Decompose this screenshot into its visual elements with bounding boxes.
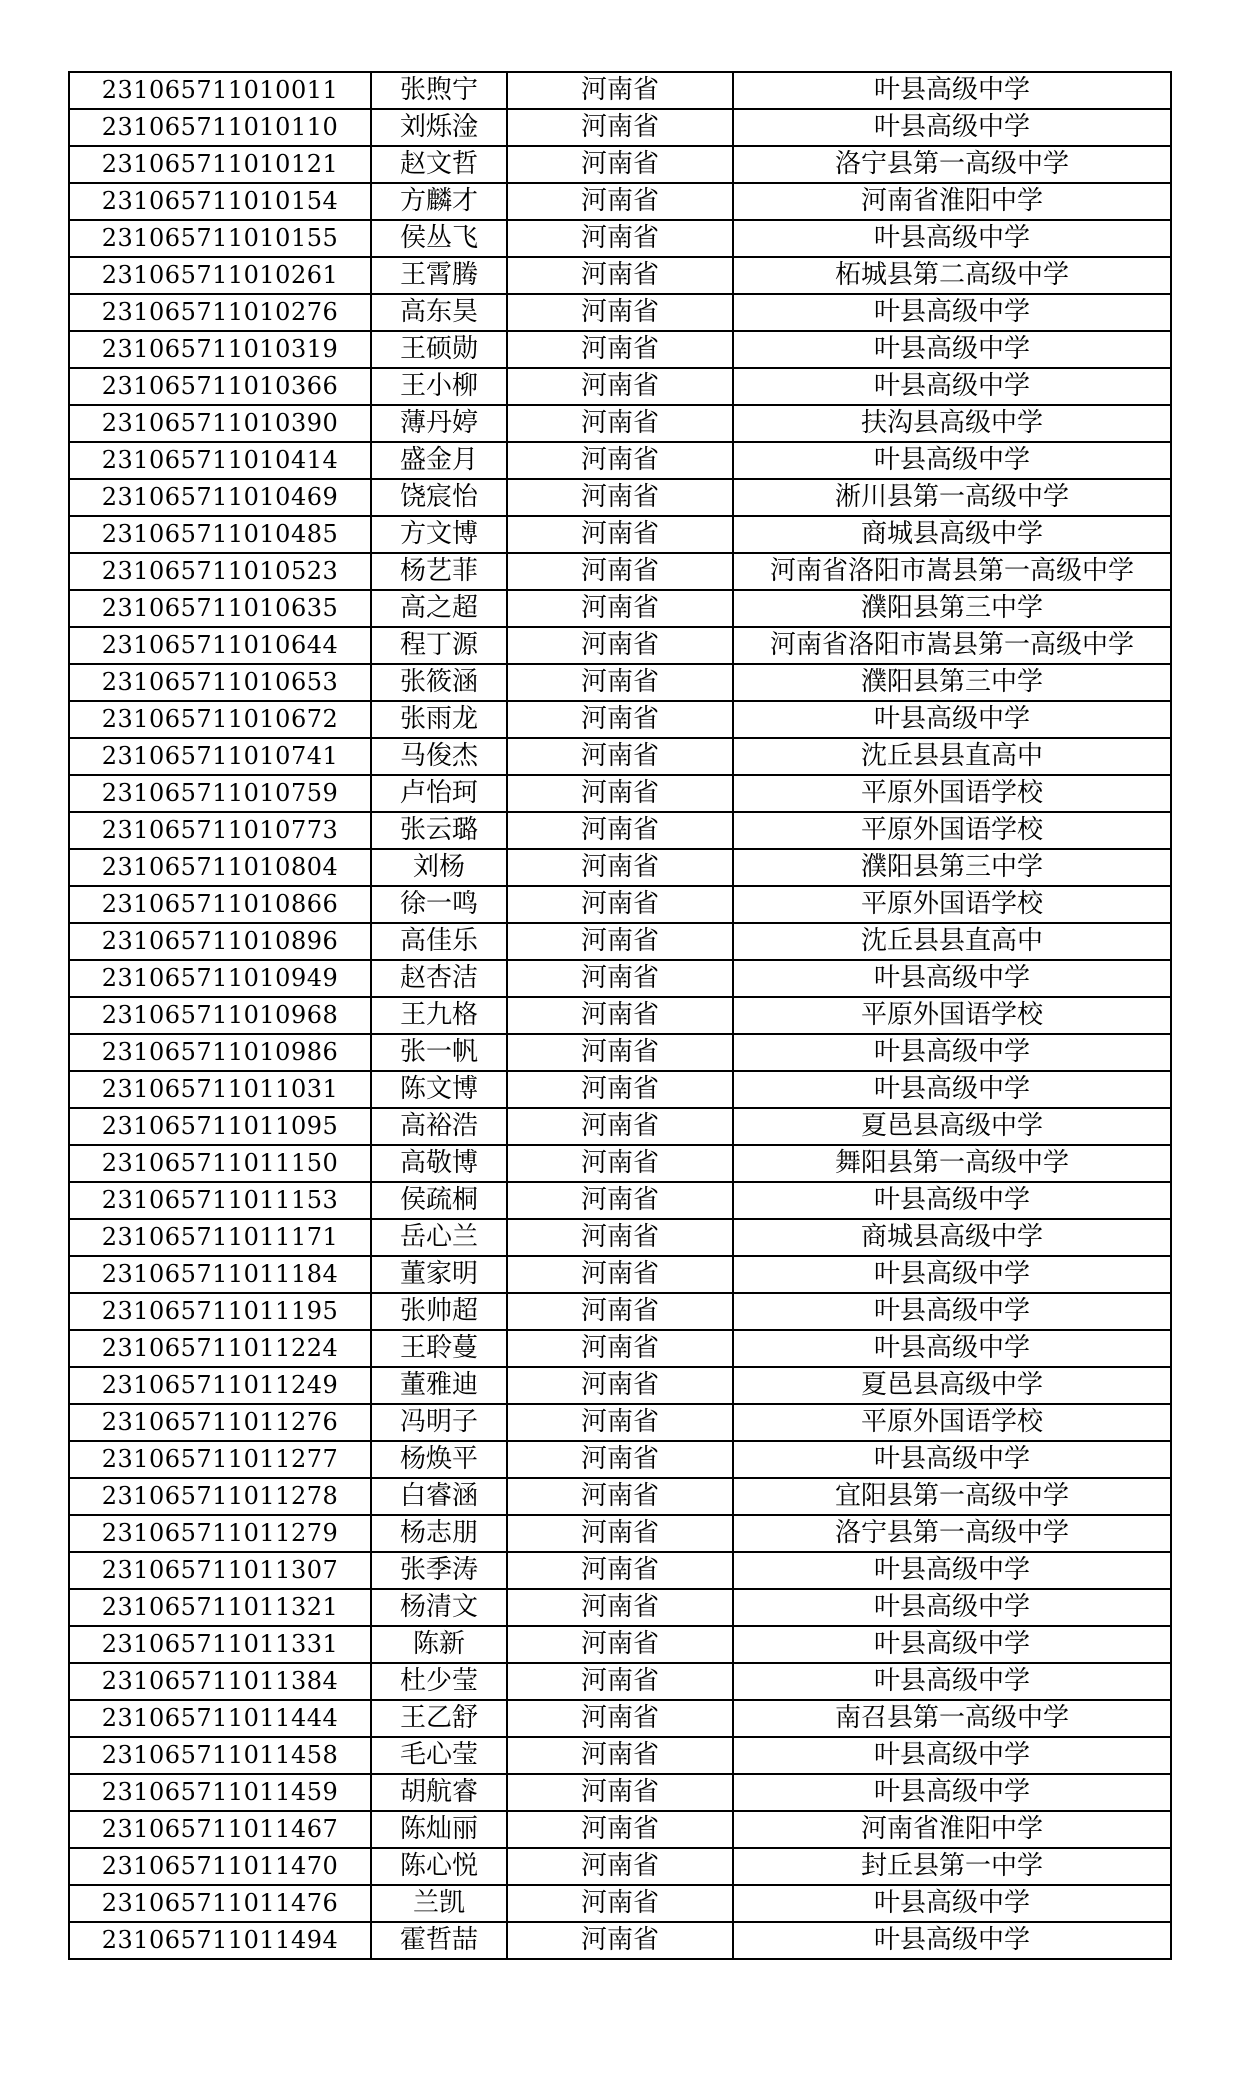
school-cell: 叶县高级中学 [733,1256,1171,1293]
table-row [69,1478,1171,1515]
table-row [69,1182,1171,1219]
table-row [69,1811,1171,1848]
name-cell: 杨艺菲 [371,553,507,590]
candidate-id-cell: 231065711011150 [69,1145,371,1182]
candidate-id-cell: 231065711011459 [69,1774,371,1811]
school-cell: 平原外国语学校 [733,886,1171,923]
name-cell: 侯疏桐 [371,1182,507,1219]
candidate-id-cell: 231065711011277 [69,1441,371,1478]
candidate-id-cell: 231065711010773 [69,812,371,849]
school-cell: 河南省洛阳市嵩县第一高级中学 [733,553,1171,590]
school-cell: 叶县高级中学 [733,1737,1171,1774]
table-row [69,1145,1171,1182]
candidate-id-cell: 231065711011321 [69,1589,371,1626]
school-cell: 叶县高级中学 [733,72,1171,109]
province-cell: 河南省 [507,1108,733,1145]
name-cell: 杨志朋 [371,1515,507,1552]
name-cell: 张季涛 [371,1552,507,1589]
name-cell: 赵文哲 [371,146,507,183]
table-row [69,775,1171,812]
name-cell: 王硕勋 [371,331,507,368]
name-cell: 王小柳 [371,368,507,405]
name-cell: 方文博 [371,516,507,553]
candidate-id-cell: 231065711011331 [69,1626,371,1663]
candidate-id-cell: 231065711011184 [69,1256,371,1293]
school-cell: 叶县高级中学 [733,1441,1171,1478]
province-cell: 河南省 [507,257,733,294]
candidate-id-cell: 231065711010261 [69,257,371,294]
province-cell: 河南省 [507,664,733,701]
table-row [69,1367,1171,1404]
candidate-id-cell: 231065711010154 [69,183,371,220]
school-cell: 叶县高级中学 [733,294,1171,331]
province-cell: 河南省 [507,1182,733,1219]
candidate-id-cell: 231065711010390 [69,405,371,442]
table-row [69,886,1171,923]
candidate-id-cell: 231065711010896 [69,923,371,960]
province-cell: 河南省 [507,1034,733,1071]
school-cell: 叶县高级中学 [733,1589,1171,1626]
school-cell: 柘城县第二高级中学 [733,257,1171,294]
candidate-id-cell: 231065711010968 [69,997,371,1034]
name-cell: 薄丹婷 [371,405,507,442]
table-row [69,183,1171,220]
candidate-id-cell: 231065711010485 [69,516,371,553]
province-cell: 河南省 [507,516,733,553]
name-cell: 兰凯 [371,1885,507,1922]
school-cell: 宜阳县第一高级中学 [733,1478,1171,1515]
province-cell: 河南省 [507,1478,733,1515]
school-cell: 平原外国语学校 [733,997,1171,1034]
table-row [69,1293,1171,1330]
name-cell: 杨焕平 [371,1441,507,1478]
province-cell: 河南省 [507,109,733,146]
table-row [69,1256,1171,1293]
province-cell: 河南省 [507,479,733,516]
province-cell: 河南省 [507,405,733,442]
candidate-id-cell: 231065711010469 [69,479,371,516]
table-row [69,1626,1171,1663]
candidate-id-cell: 231065711011171 [69,1219,371,1256]
school-cell: 濮阳县第三中学 [733,664,1171,701]
table-row [69,1108,1171,1145]
province-cell: 河南省 [507,1441,733,1478]
candidate-id-cell: 231065711011153 [69,1182,371,1219]
name-cell: 张煦宁 [371,72,507,109]
table-row [69,1589,1171,1626]
school-cell: 扶沟县高级中学 [733,405,1171,442]
province-cell: 河南省 [507,701,733,738]
table-row [69,1034,1171,1071]
table-row [69,1071,1171,1108]
candidate-id-cell: 231065711011249 [69,1367,371,1404]
table-row [69,553,1171,590]
table-row [69,701,1171,738]
province-cell: 河南省 [507,812,733,849]
table-row [69,812,1171,849]
candidate-id-cell: 231065711010011 [69,72,371,109]
school-cell: 叶县高级中学 [733,1293,1171,1330]
province-cell: 河南省 [507,923,733,960]
table-row [69,294,1171,331]
candidate-id-cell: 231065711011031 [69,1071,371,1108]
name-cell: 杨清文 [371,1589,507,1626]
school-cell: 夏邑县高级中学 [733,1367,1171,1404]
candidate-id-cell: 231065711011384 [69,1663,371,1700]
province-cell: 河南省 [507,183,733,220]
table-row [69,1219,1171,1256]
table-row [69,1737,1171,1774]
province-cell: 河南省 [507,220,733,257]
name-cell: 侯丛飞 [371,220,507,257]
province-cell: 河南省 [507,960,733,997]
school-cell: 南召县第一高级中学 [733,1700,1171,1737]
name-cell: 张筱涵 [371,664,507,701]
school-cell: 河南省淮阳中学 [733,1811,1171,1848]
province-cell: 河南省 [507,1774,733,1811]
name-cell: 陈新 [371,1626,507,1663]
candidate-id-cell: 231065711011307 [69,1552,371,1589]
candidate-id-cell: 231065711010804 [69,849,371,886]
school-cell: 叶县高级中学 [733,1774,1171,1811]
school-cell: 叶县高级中学 [733,1922,1171,1959]
province-cell: 河南省 [507,1219,733,1256]
table-row [69,146,1171,183]
roster-table-body [69,72,1171,1959]
name-cell: 高裕浩 [371,1108,507,1145]
table-row [69,738,1171,775]
table-row [69,1922,1171,1959]
province-cell: 河南省 [507,590,733,627]
candidate-id-cell: 231065711010319 [69,331,371,368]
school-cell: 叶县高级中学 [733,1885,1171,1922]
name-cell: 王九格 [371,997,507,1034]
province-cell: 河南省 [507,442,733,479]
school-cell: 商城县高级中学 [733,1219,1171,1256]
name-cell: 方麟才 [371,183,507,220]
name-cell: 刘烁淦 [371,109,507,146]
name-cell: 白睿涵 [371,1478,507,1515]
province-cell: 河南省 [507,1737,733,1774]
candidate-id-cell: 231065711010866 [69,886,371,923]
name-cell: 盛金月 [371,442,507,479]
table-row [69,368,1171,405]
name-cell: 饶宸怡 [371,479,507,516]
candidate-id-cell: 231065711010155 [69,220,371,257]
name-cell: 程丁源 [371,627,507,664]
candidate-id-cell: 231065711011494 [69,1922,371,1959]
school-cell: 商城县高级中学 [733,516,1171,553]
school-cell: 叶县高级中学 [733,1034,1171,1071]
school-cell: 濮阳县第三中学 [733,590,1171,627]
table-row [69,923,1171,960]
province-cell: 河南省 [507,1848,733,1885]
province-cell: 河南省 [507,294,733,331]
table-row [69,664,1171,701]
table-row [69,109,1171,146]
candidate-id-cell: 231065711010759 [69,775,371,812]
school-cell: 叶县高级中学 [733,701,1171,738]
province-cell: 河南省 [507,1663,733,1700]
name-cell: 岳心兰 [371,1219,507,1256]
school-cell: 沈丘县县直高中 [733,738,1171,775]
province-cell: 河南省 [507,1404,733,1441]
name-cell: 董雅迪 [371,1367,507,1404]
name-cell: 高之超 [371,590,507,627]
school-cell: 叶县高级中学 [733,109,1171,146]
candidate-id-cell: 231065711010653 [69,664,371,701]
table-row [69,997,1171,1034]
table-row [69,1515,1171,1552]
table-row [69,960,1171,997]
candidate-id-cell: 231065711010644 [69,627,371,664]
candidate-id-cell: 231065711010635 [69,590,371,627]
candidate-id-cell: 231065711011458 [69,1737,371,1774]
name-cell: 高敬博 [371,1145,507,1182]
province-cell: 河南省 [507,775,733,812]
province-cell: 河南省 [507,1145,733,1182]
school-cell: 河南省淮阳中学 [733,183,1171,220]
province-cell: 河南省 [507,72,733,109]
school-cell: 叶县高级中学 [733,1663,1171,1700]
school-cell: 洛宁县第一高级中学 [733,146,1171,183]
name-cell: 王聆蔓 [371,1330,507,1367]
province-cell: 河南省 [507,1256,733,1293]
school-cell: 叶县高级中学 [733,1552,1171,1589]
name-cell: 陈文博 [371,1071,507,1108]
school-cell: 平原外国语学校 [733,775,1171,812]
province-cell: 河南省 [507,1811,733,1848]
school-cell: 河南省洛阳市嵩县第一高级中学 [733,627,1171,664]
province-cell: 河南省 [507,738,733,775]
candidate-id-cell: 231065711011195 [69,1293,371,1330]
name-cell: 高东昊 [371,294,507,331]
candidate-id-cell: 231065711010986 [69,1034,371,1071]
candidate-id-cell: 231065711011278 [69,1478,371,1515]
candidate-id-cell: 231065711010741 [69,738,371,775]
province-cell: 河南省 [507,886,733,923]
table-row [69,1885,1171,1922]
table-row [69,1330,1171,1367]
candidate-id-cell: 231065711011470 [69,1848,371,1885]
table-row [69,72,1171,109]
candidate-id-cell: 231065711011444 [69,1700,371,1737]
province-cell: 河南省 [507,1330,733,1367]
school-cell: 夏邑县高级中学 [733,1108,1171,1145]
candidate-id-cell: 231065711010949 [69,960,371,997]
table-row [69,405,1171,442]
candidate-id-cell: 231065711010121 [69,146,371,183]
candidate-id-cell: 231065711010523 [69,553,371,590]
province-cell: 河南省 [507,627,733,664]
province-cell: 河南省 [507,1552,733,1589]
school-cell: 叶县高级中学 [733,1182,1171,1219]
school-cell: 叶县高级中学 [733,220,1171,257]
table-row [69,1700,1171,1737]
name-cell: 陈灿丽 [371,1811,507,1848]
candidate-id-cell: 231065711011467 [69,1811,371,1848]
name-cell: 张一帆 [371,1034,507,1071]
province-cell: 河南省 [507,1367,733,1404]
table-row [69,220,1171,257]
table-row [69,1663,1171,1700]
name-cell: 董家明 [371,1256,507,1293]
candidate-id-cell: 231065711011095 [69,1108,371,1145]
school-cell: 叶县高级中学 [733,442,1171,479]
name-cell: 杜少莹 [371,1663,507,1700]
province-cell: 河南省 [507,1922,733,1959]
roster-table [68,71,1172,1960]
candidate-id-cell: 231065711011279 [69,1515,371,1552]
table-row [69,627,1171,664]
school-cell: 叶县高级中学 [733,368,1171,405]
province-cell: 河南省 [507,146,733,183]
name-cell: 徐一鸣 [371,886,507,923]
candidate-id-cell: 231065711010414 [69,442,371,479]
candidate-id-cell: 231065711011224 [69,1330,371,1367]
province-cell: 河南省 [507,1700,733,1737]
province-cell: 河南省 [507,553,733,590]
name-cell: 毛心莹 [371,1737,507,1774]
province-cell: 河南省 [507,1589,733,1626]
table-row [69,331,1171,368]
name-cell: 赵杏洁 [371,960,507,997]
province-cell: 河南省 [507,1071,733,1108]
table-row [69,1441,1171,1478]
province-cell: 河南省 [507,331,733,368]
candidate-id-cell: 231065711010276 [69,294,371,331]
school-cell: 洛宁县第一高级中学 [733,1515,1171,1552]
name-cell: 卢怡珂 [371,775,507,812]
name-cell: 胡航睿 [371,1774,507,1811]
table-row [69,1552,1171,1589]
school-cell: 沈丘县县直高中 [733,923,1171,960]
school-cell: 淅川县第一高级中学 [733,479,1171,516]
name-cell: 刘杨 [371,849,507,886]
school-cell: 平原外国语学校 [733,1404,1171,1441]
table-row [69,257,1171,294]
name-cell: 王乙舒 [371,1700,507,1737]
school-cell: 叶县高级中学 [733,331,1171,368]
table-row [69,1848,1171,1885]
school-cell: 封丘县第一中学 [733,1848,1171,1885]
name-cell: 王霄腾 [371,257,507,294]
province-cell: 河南省 [507,368,733,405]
school-cell: 叶县高级中学 [733,1626,1171,1663]
school-cell: 舞阳县第一高级中学 [733,1145,1171,1182]
candidate-id-cell: 231065711011276 [69,1404,371,1441]
candidate-id-cell: 231065711010672 [69,701,371,738]
table-row [69,442,1171,479]
school-cell: 叶县高级中学 [733,1071,1171,1108]
name-cell: 陈心悦 [371,1848,507,1885]
table-row [69,1404,1171,1441]
table-row [69,849,1171,886]
province-cell: 河南省 [507,849,733,886]
school-cell: 濮阳县第三中学 [733,849,1171,886]
candidate-id-cell: 231065711011476 [69,1885,371,1922]
table-row [69,1774,1171,1811]
name-cell: 张雨龙 [371,701,507,738]
table-row [69,479,1171,516]
candidate-id-cell: 231065711010366 [69,368,371,405]
name-cell: 张帅超 [371,1293,507,1330]
name-cell: 霍哲喆 [371,1922,507,1959]
name-cell: 马俊杰 [371,738,507,775]
school-cell: 叶县高级中学 [733,960,1171,997]
province-cell: 河南省 [507,997,733,1034]
name-cell: 高佳乐 [371,923,507,960]
table-row [69,516,1171,553]
name-cell: 冯明子 [371,1404,507,1441]
province-cell: 河南省 [507,1626,733,1663]
candidate-id-cell: 231065711010110 [69,109,371,146]
school-cell: 叶县高级中学 [733,1330,1171,1367]
school-cell: 平原外国语学校 [733,812,1171,849]
province-cell: 河南省 [507,1885,733,1922]
province-cell: 河南省 [507,1293,733,1330]
province-cell: 河南省 [507,1515,733,1552]
name-cell: 张云璐 [371,812,507,849]
table-row [69,590,1171,627]
